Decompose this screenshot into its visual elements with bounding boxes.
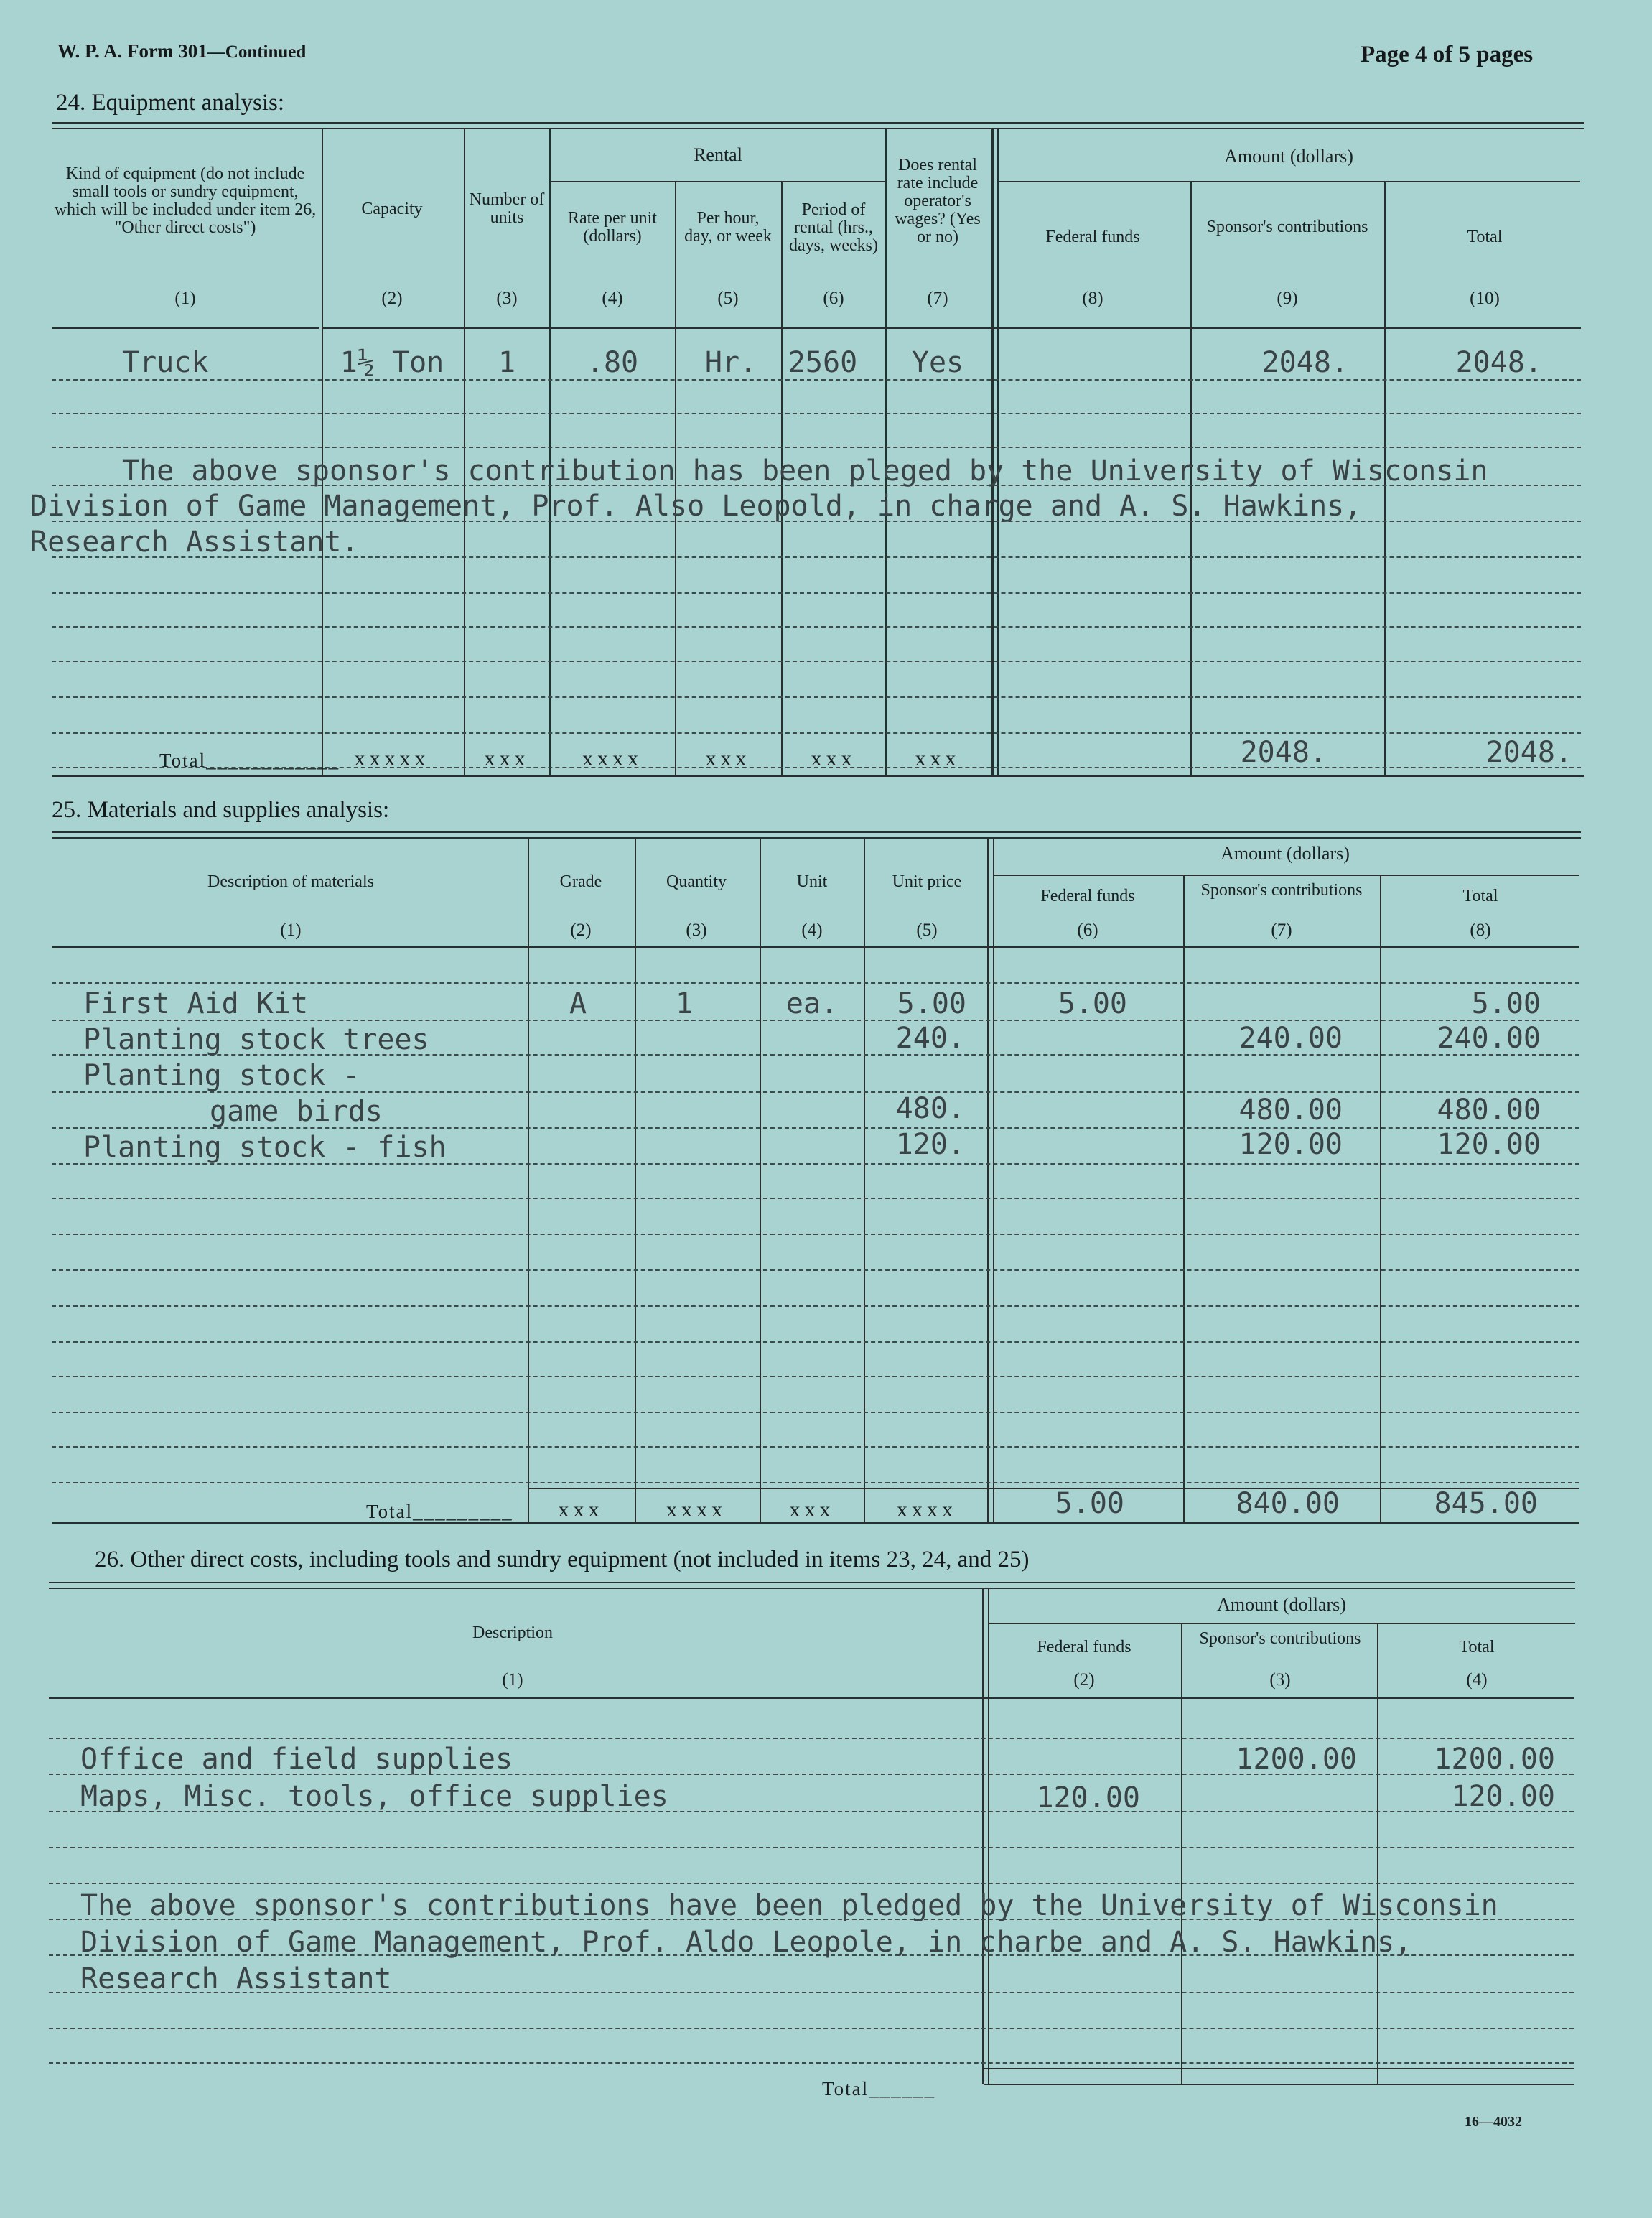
s24-total-x-per: xxx [705, 747, 751, 770]
s24-row-sponsor: 2048. [1261, 346, 1348, 379]
s25-num-2: (2) [570, 921, 592, 940]
s25-num-5: (5) [916, 921, 938, 940]
s24-note-line-3: Research Assistant. [30, 526, 359, 559]
s24-amount-header: Amount (dollars) [1224, 146, 1353, 167]
s26-col-desc: Description [472, 1623, 553, 1642]
s24-total-x-units: xxx [484, 747, 530, 770]
s24-num-5: (5) [717, 289, 739, 308]
s25-total-total: 845.00 [1434, 1487, 1538, 1520]
s25-num-7: (7) [1271, 921, 1292, 940]
s25-total-x-qty: xxxx [666, 1498, 727, 1522]
form-number: W. P. A. Form 301 [57, 40, 207, 62]
s24-rental-header: Rental [694, 144, 742, 165]
s24-num-10: (10) [1470, 289, 1500, 308]
s25-row-1-qty: 1 [675, 987, 694, 1020]
s24-num-2: (2) [381, 289, 403, 308]
s24-note-line-1: The above sponsor's contribution has been pleged by the University of Wisconsin [122, 455, 1488, 488]
s24-num-3: (3) [496, 289, 518, 308]
s26-total-label: Total______ [822, 2078, 936, 2100]
s25-row-3-desc: Planting stock - [83, 1059, 360, 1092]
s26-row-2-federal: 120.00 [1036, 1781, 1140, 1814]
s25-col-federal: Federal funds [1040, 887, 1135, 905]
s25-total-label: Total_________ [366, 1501, 513, 1522]
s25-num-6: (6) [1077, 921, 1098, 940]
s25-row-1-total: 5.00 [1471, 987, 1541, 1020]
form-title [57, 40, 306, 62]
s25-col-total: Total [1462, 887, 1498, 905]
s24-num-6: (6) [823, 289, 844, 308]
s24-col-rate: Rate per unit (dollars) [568, 209, 657, 246]
s24-row-kind: Truck [122, 346, 209, 379]
s24-col-sponsor: Sponsor's contributions [1206, 218, 1368, 236]
page-number: Page 4 of 5 pages [1361, 42, 1534, 67]
s24-row-rate: .80 [586, 346, 639, 379]
s25-num-1: (1) [280, 921, 302, 940]
s25-total-x-price: xxxx [897, 1498, 957, 1522]
s26-col-total: Total [1459, 1638, 1495, 1656]
s25-col-qty: Quantity [666, 872, 727, 891]
s25-col-grade: Grade [559, 872, 602, 891]
s26-col-sponsor: Sponsor's contributions [1199, 1629, 1361, 1648]
s25-col-desc: Description of materials [207, 872, 374, 891]
s24-total-x-period: xxx [811, 747, 857, 770]
s25-col-price: Unit price [892, 872, 962, 891]
s26-num-1: (1) [502, 1670, 523, 1690]
s25-row-5-price: 120. [895, 1128, 965, 1161]
s25-total-sponsor: 840.00 [1236, 1487, 1340, 1520]
s25-title: 25. Materials and supplies analysis: [52, 797, 390, 823]
s24-col-federal: Federal funds [1045, 228, 1140, 246]
s26-total-label-text: Total [822, 2078, 869, 2100]
s25-row-1-federal: 5.00 [1058, 987, 1127, 1020]
s25-col-unit: Unit [796, 872, 828, 891]
s25-row-5-total: 120.00 [1437, 1128, 1541, 1161]
s26-title: 26. Other direct costs, including tools and sundry equipment (not included in items 23, 24, and 25) [95, 1547, 1030, 1572]
s25-row-4-price: 480. [895, 1092, 965, 1125]
s24-col-total: Total [1467, 228, 1503, 246]
s25-row-4-desc: game birds [210, 1095, 383, 1128]
s26-note-line-3: Research Assistant [80, 1962, 392, 1995]
s26-row-2-desc: Maps, Misc. tools, office supplies [80, 1780, 668, 1813]
s26-num-2: (2) [1073, 1670, 1095, 1690]
s24-row-capacity: 1½ Ton [340, 346, 444, 379]
s24-row-wages: Yes [911, 346, 964, 379]
s25-row-1-grade: A [569, 987, 587, 1020]
s24-num-9: (9) [1277, 289, 1298, 308]
s24-row-total: 2048. [1455, 346, 1542, 379]
s25-total-federal: 5.00 [1055, 1487, 1124, 1520]
s25-total-x-unit: xxx [789, 1498, 835, 1522]
s24-num-8: (8) [1082, 289, 1103, 308]
s25-row-1-price: 5.00 [897, 987, 966, 1020]
s26-row-2-total: 120.00 [1451, 1780, 1555, 1813]
s24-col-per: Per hour, day, or week [684, 209, 772, 246]
s24-total-label: Total____________ [159, 750, 340, 771]
s25-row-2-sponsor: 240.00 [1238, 1022, 1343, 1055]
s25-num-3: (3) [686, 921, 707, 940]
s24-num-4: (4) [602, 289, 623, 308]
s24-note-line-2: Division of Game Management, Prof. Also Leopold, in charge and A. S. Hawkins, [30, 490, 1362, 523]
s26-row-1-desc: Office and field supplies [80, 1743, 513, 1776]
s24-total-total: 2048. [1485, 736, 1572, 769]
s25-row-2-price: 240. [895, 1022, 965, 1055]
s24-col-capacity: Capacity [361, 200, 423, 218]
s25-amount-header: Amount (dollars) [1221, 843, 1350, 864]
s25-row-2-total: 240.00 [1437, 1022, 1541, 1055]
s25-row-1-unit: ea. [785, 987, 839, 1020]
s26-col-federal: Federal funds [1037, 1638, 1131, 1656]
s25-row-5-desc: Planting stock - fish [83, 1131, 447, 1164]
s24-total-sponsor: 2048. [1240, 736, 1327, 769]
s26-num-3: (3) [1269, 1670, 1291, 1690]
s24-num-1: (1) [174, 289, 196, 308]
s24-total-label-text: Total [159, 750, 207, 771]
s24-row-units: 1 [498, 346, 516, 379]
s25-row-2-desc: Planting stock trees [83, 1023, 429, 1056]
s24-col-units: Number of units [469, 190, 545, 227]
s26-note-line-2: Division of Game Management, Prof. Aldo Leopole, in charbe and A. S. Hawkins, [80, 1926, 1412, 1959]
s26-num-4: (4) [1466, 1670, 1488, 1690]
s25-row-5-sponsor: 120.00 [1238, 1128, 1343, 1161]
s25-total-label-text: Total [366, 1501, 414, 1522]
s24-num-7: (7) [927, 289, 948, 308]
s24-col-kind: Kind of equipment (do not include small tools or sundry equipment, which will be included under item 26, "Other direct costs") [54, 164, 317, 237]
s26-row-1-sponsor: 1200.00 [1236, 1743, 1357, 1776]
s24-title: 24. Equipment analysis: [56, 90, 285, 116]
s26-row-1-total: 1200.00 [1434, 1743, 1555, 1776]
form-suffix: —Continued [207, 42, 307, 62]
s25-row-1-desc: First Aid Kit [83, 987, 309, 1020]
s24-col-wages: Does rental rate include operator's wages? (Yes or no) [895, 156, 981, 246]
s24-total-x-capacity: xxxxx [354, 747, 430, 770]
s25-row-4-total: 480.00 [1437, 1094, 1541, 1127]
s24-row-period: 2560 [788, 346, 858, 379]
s25-num-4: (4) [801, 921, 823, 940]
s24-total-x-rate: xxxx [582, 747, 643, 770]
s25-col-sponsor: Sponsor's contributions [1200, 881, 1363, 900]
s25-num-8: (8) [1470, 921, 1491, 940]
s26-amount-header: Amount (dollars) [1217, 1594, 1346, 1615]
s24-total-x-wages: xxx [915, 747, 961, 770]
s26-note-line-1: The above sponsor's contributions have been pledged by the University of Wisconsin [80, 1889, 1498, 1922]
s25-total-x-grade: xxx [558, 1498, 604, 1522]
s24-col-period: Period of rental (hrs., days, weeks) [789, 200, 878, 255]
s25-row-4-sponsor: 480.00 [1238, 1094, 1343, 1127]
form-code: 16—4032 [1465, 2114, 1522, 2130]
s24-row-per: Hr. [704, 346, 757, 379]
